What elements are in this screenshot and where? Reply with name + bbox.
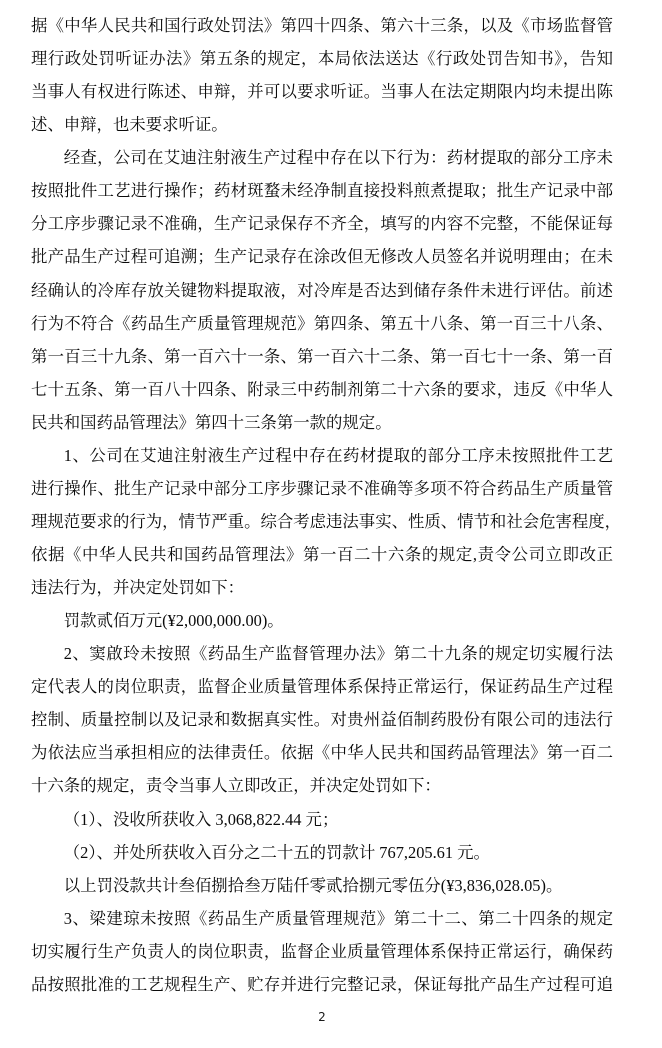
text-line: 以上罚没款共计叁佰捌拾叁万陆仟零贰拾捌元零伍分(¥3,836,028.05)。 [63, 875, 563, 895]
text-line: 2、窦啟玲未按照《药品生产监督管理办法》第二十九条的规定切实履行法 [63, 644, 613, 664]
document-body [31, 9, 622, 1001]
text-line: 述、申辩，也未要求听证。 [31, 115, 228, 135]
text-line: 十六条的规定，责令当事人立即改正，并决定处罚如下： [31, 776, 441, 796]
text-line: 控制、质量控制以及记录和数据真实性。对贵州益佰制药股份有限公司的违法行 [31, 710, 613, 730]
text-line: 民共和国药品管理法》第四十三条第一款的规定。 [31, 412, 392, 432]
text-line: 按照批件工艺进行操作；药材斑蝥未经净制直接投料煎煮提取；批生产记录中部 [31, 181, 613, 201]
text-line: 3、梁建琼未按照《药品生产质量管理规范》第二十二、第二十四条的规定 [63, 908, 613, 928]
paragraph-item-3-production-manager [31, 902, 613, 1001]
text-line: 行为不符合《药品生产质量管理规范》第四条、第五十八条、第一百三十八条、 [31, 313, 613, 333]
paragraph-item-1-company [31, 439, 622, 604]
text-line: 经查，公司在艾迪注射液生产过程中存在以下行为：药材提取的部分工序未 [63, 148, 613, 168]
text-line: 进行操作、批生产记录中部分工序步骤记录不准确等多项不符合药品生产质量管 [31, 478, 613, 498]
text-line: 品按照批准的工艺规程生产、贮存并进行完整记录，保证每批产品生产过程可追 [31, 974, 613, 994]
paragraph-penalty-total [31, 869, 613, 902]
text-line: 理行政处罚听证办法》第五条的规定，本局依法送达《行政处罚告知书》，告知 [31, 49, 613, 69]
text-line: 第一百三十九条、第一百六十一条、第一百六十二条、第一百七十一条、第一百 [31, 346, 613, 366]
text-line: 经确认的冷库存放关键物料提取液，对冷库是否达到储存条件未进行评估。前述 [31, 280, 613, 300]
text-line: 七十五条、第一百八十四条、附录三中药制剂第二十六条的要求，违反《中华人 [31, 379, 613, 399]
paragraph-findings [31, 141, 613, 439]
text-line: 为依法应当承担相应的法律责任。依据《中华人民共和国药品管理法》第一百二 [31, 743, 613, 763]
text-line: 1、公司在艾迪注射液生产过程中存在药材提取的部分工序未按照批件工艺 [63, 445, 613, 465]
text-line: 依据《中华人民共和国药品管理法》第一百二十六条的规定,责令公司立即改正 [31, 545, 613, 564]
text-line: 违法行为，并决定处罚如下： [31, 578, 245, 598]
text-line: 分工序步骤记录不准确，生产记录保存不齐全，填写的内容不完整，不能保证每 [31, 214, 613, 234]
page-number: 2 [318, 1010, 326, 1024]
text-line: 据《中华人民共和国行政处罚法》第四十四条、第六十三条，以及《市场监督管 [31, 16, 613, 35]
paragraph-company-fine [31, 604, 613, 637]
text-line: 定代表人的岗位职责，监督企业质量管理体系保持正常运行，保证药品生产过程 [31, 677, 613, 697]
text-line: 罚款贰佰万元(¥2,000,000.00)。 [63, 611, 284, 631]
paragraph-hearing-notice [31, 9, 613, 141]
text-line: 理规范要求的行为，情节严重。综合考虑违法事实、性质、情节和社会危害程度， [31, 511, 622, 531]
paragraph-item-2-legal-representative [31, 637, 613, 802]
text-line: 批产品生产过程可追溯；生产记录存在涂改但无修改人员签名并说明理由；在未 [31, 247, 613, 267]
text-line: 切实履行生产负责人的岗位职责，监督企业质量管理体系保持正常运行，确保药 [31, 941, 613, 961]
paragraph-penalty-1 [31, 803, 613, 836]
text-line: 当事人有权进行陈述、申辩，并可以要求听证。当事人在法定期限内均未提出陈 [31, 82, 613, 102]
text-line: （1）、没收所获收入 3,068,822.44 元； [63, 809, 339, 829]
text-line: （2）、并处所获收入百分之二十五的罚款计 767,205.61 元。 [63, 842, 490, 862]
paragraph-penalty-2 [31, 836, 613, 869]
